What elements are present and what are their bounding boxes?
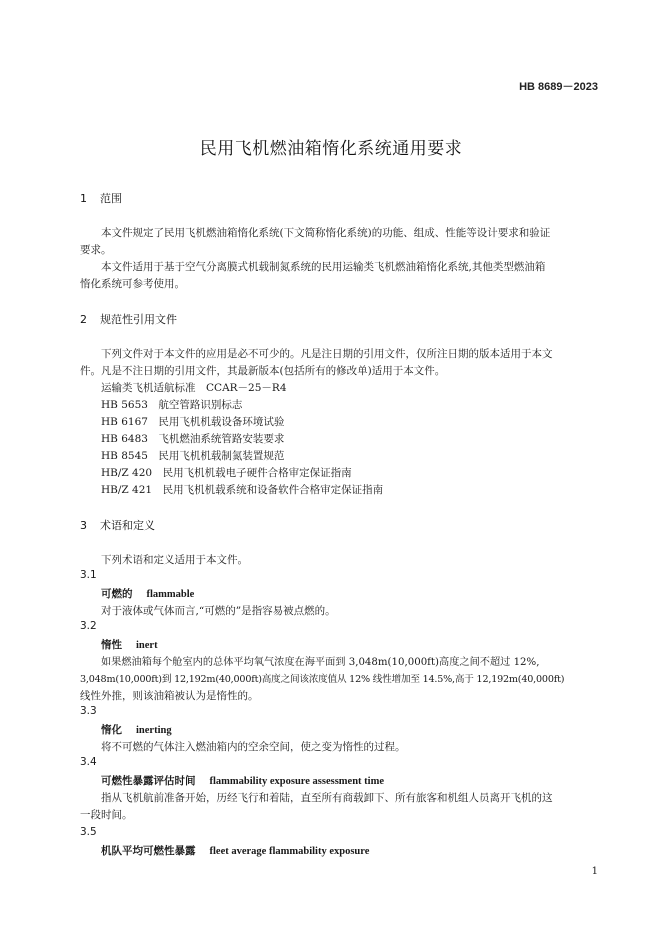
term-english: fleet average flammability exposure: [209, 846, 370, 857]
document-code: HB 8689－2023: [519, 81, 598, 93]
section-number: 2: [80, 313, 87, 326]
term-chinese: 可燃性暴露评估时间: [101, 775, 196, 787]
term-english: inert: [136, 640, 158, 651]
reference-item: 运输类飞机适航标准 CCAR－25－R4: [101, 382, 287, 394]
reference-item: HB 5653 航空管路识别标志: [101, 399, 243, 411]
page-number: 1: [591, 866, 598, 877]
term-number: 3.4: [80, 756, 97, 768]
section-title: 规范性引用文件: [100, 313, 177, 326]
section-number: 3: [80, 519, 87, 532]
scope-paragraph-1-line-1: 本文件规定了民用飞机燃油箱惰化系统(下文简称惰化系统)的功能、组成、性能等设计要求和验证: [101, 227, 551, 239]
term-title: [101, 637, 158, 652]
term-chinese: 机队平均可燃性暴露: [101, 845, 196, 857]
term-number: 3.3: [80, 705, 97, 717]
references-paragraph-line-2: 件。凡是不注日期的引用文件，其最新版本(包括所有的修改单)适用于本文件。: [80, 365, 446, 377]
term-chinese: 可燃的: [101, 588, 133, 600]
term-english: flammable: [146, 589, 195, 600]
scope-paragraph-1-line-2: 要求。: [80, 244, 112, 256]
term-definition: 将不可燃的气体注入燃油箱内的空余空间，使之变为惰性的过程。: [101, 741, 406, 753]
term-english: flammability exposure assessment time: [209, 776, 384, 787]
section-heading-normative-references: [80, 311, 177, 327]
term-definition: 对于液体或气体而言,“可燃的”是指容易被点燃的。: [101, 605, 336, 617]
terms-intro: 下列术语和定义适用于本文件。: [101, 554, 248, 566]
term-definition-line: 一段时间。: [80, 809, 133, 821]
section-title: 术语和定义: [100, 519, 155, 532]
term-title: [101, 773, 384, 788]
term-title: [101, 722, 172, 737]
reference-item: HB 6167 民用飞机机载设备环境试验: [101, 416, 285, 428]
term-number: 3.1: [80, 569, 97, 581]
term-number: 3.2: [80, 620, 97, 632]
scope-paragraph-2-line-2: 惰化系统可参考使用。: [80, 278, 185, 290]
term-chinese: 惰化: [101, 724, 122, 736]
term-definition-line: 指从飞机航前准备开始，历经飞行和着陆，直至所有商载卸下、所有旅客和机组人员离开飞机的这: [101, 792, 553, 804]
references-paragraph-line-1: 下列文件对于本文件的应用是必不可少的。凡是注日期的引用文件，仅所注日期的版本适用于本文: [101, 348, 553, 360]
reference-item: HB 8545 民用飞机机载制氮装置规范: [101, 450, 285, 462]
reference-item: HB/Z 420 民用飞机机载电子硬件合格审定保证指南: [101, 467, 352, 479]
term-title: [101, 843, 369, 858]
section-title: 范围: [100, 192, 122, 205]
term-chinese: 惰性: [101, 639, 122, 651]
scope-paragraph-2-line-1: 本文件适用于基于空气分离膜式机载制氮系统的民用运输类飞机燃油箱惰化系统,其他类型燃油箱: [101, 261, 546, 273]
section-heading-terms-definitions: [80, 517, 155, 533]
reference-item: HB 6483 飞机燃油系统管路安装要求: [101, 433, 285, 445]
term-definition-line: 3,048m(10,000ft)到 12,192m(40,000ft)高度之间该浓度值从 12% 线性增加至 14.5%,高于 12,192m(40,000ft): [80, 674, 565, 685]
term-number: 3.5: [80, 826, 97, 838]
term-title: [101, 586, 194, 601]
section-number: 1: [80, 192, 87, 205]
section-heading-scope: [80, 190, 122, 206]
term-definition-line: 如果燃油箱每个舱室内的总体平均氧气浓度在海平面到 3,048m(10,000ft)高度之间不超过 12%,: [101, 657, 540, 668]
term-english: inerting: [136, 725, 172, 736]
reference-item: HB/Z 421 民用飞机机载系统和设备软件合格审定保证指南: [101, 484, 384, 496]
document-title: 民用飞机燃油箱惰化系统通用要求: [199, 139, 463, 159]
term-definition-line: 线性外推，则该油箱被认为是惰性的。: [80, 690, 259, 702]
